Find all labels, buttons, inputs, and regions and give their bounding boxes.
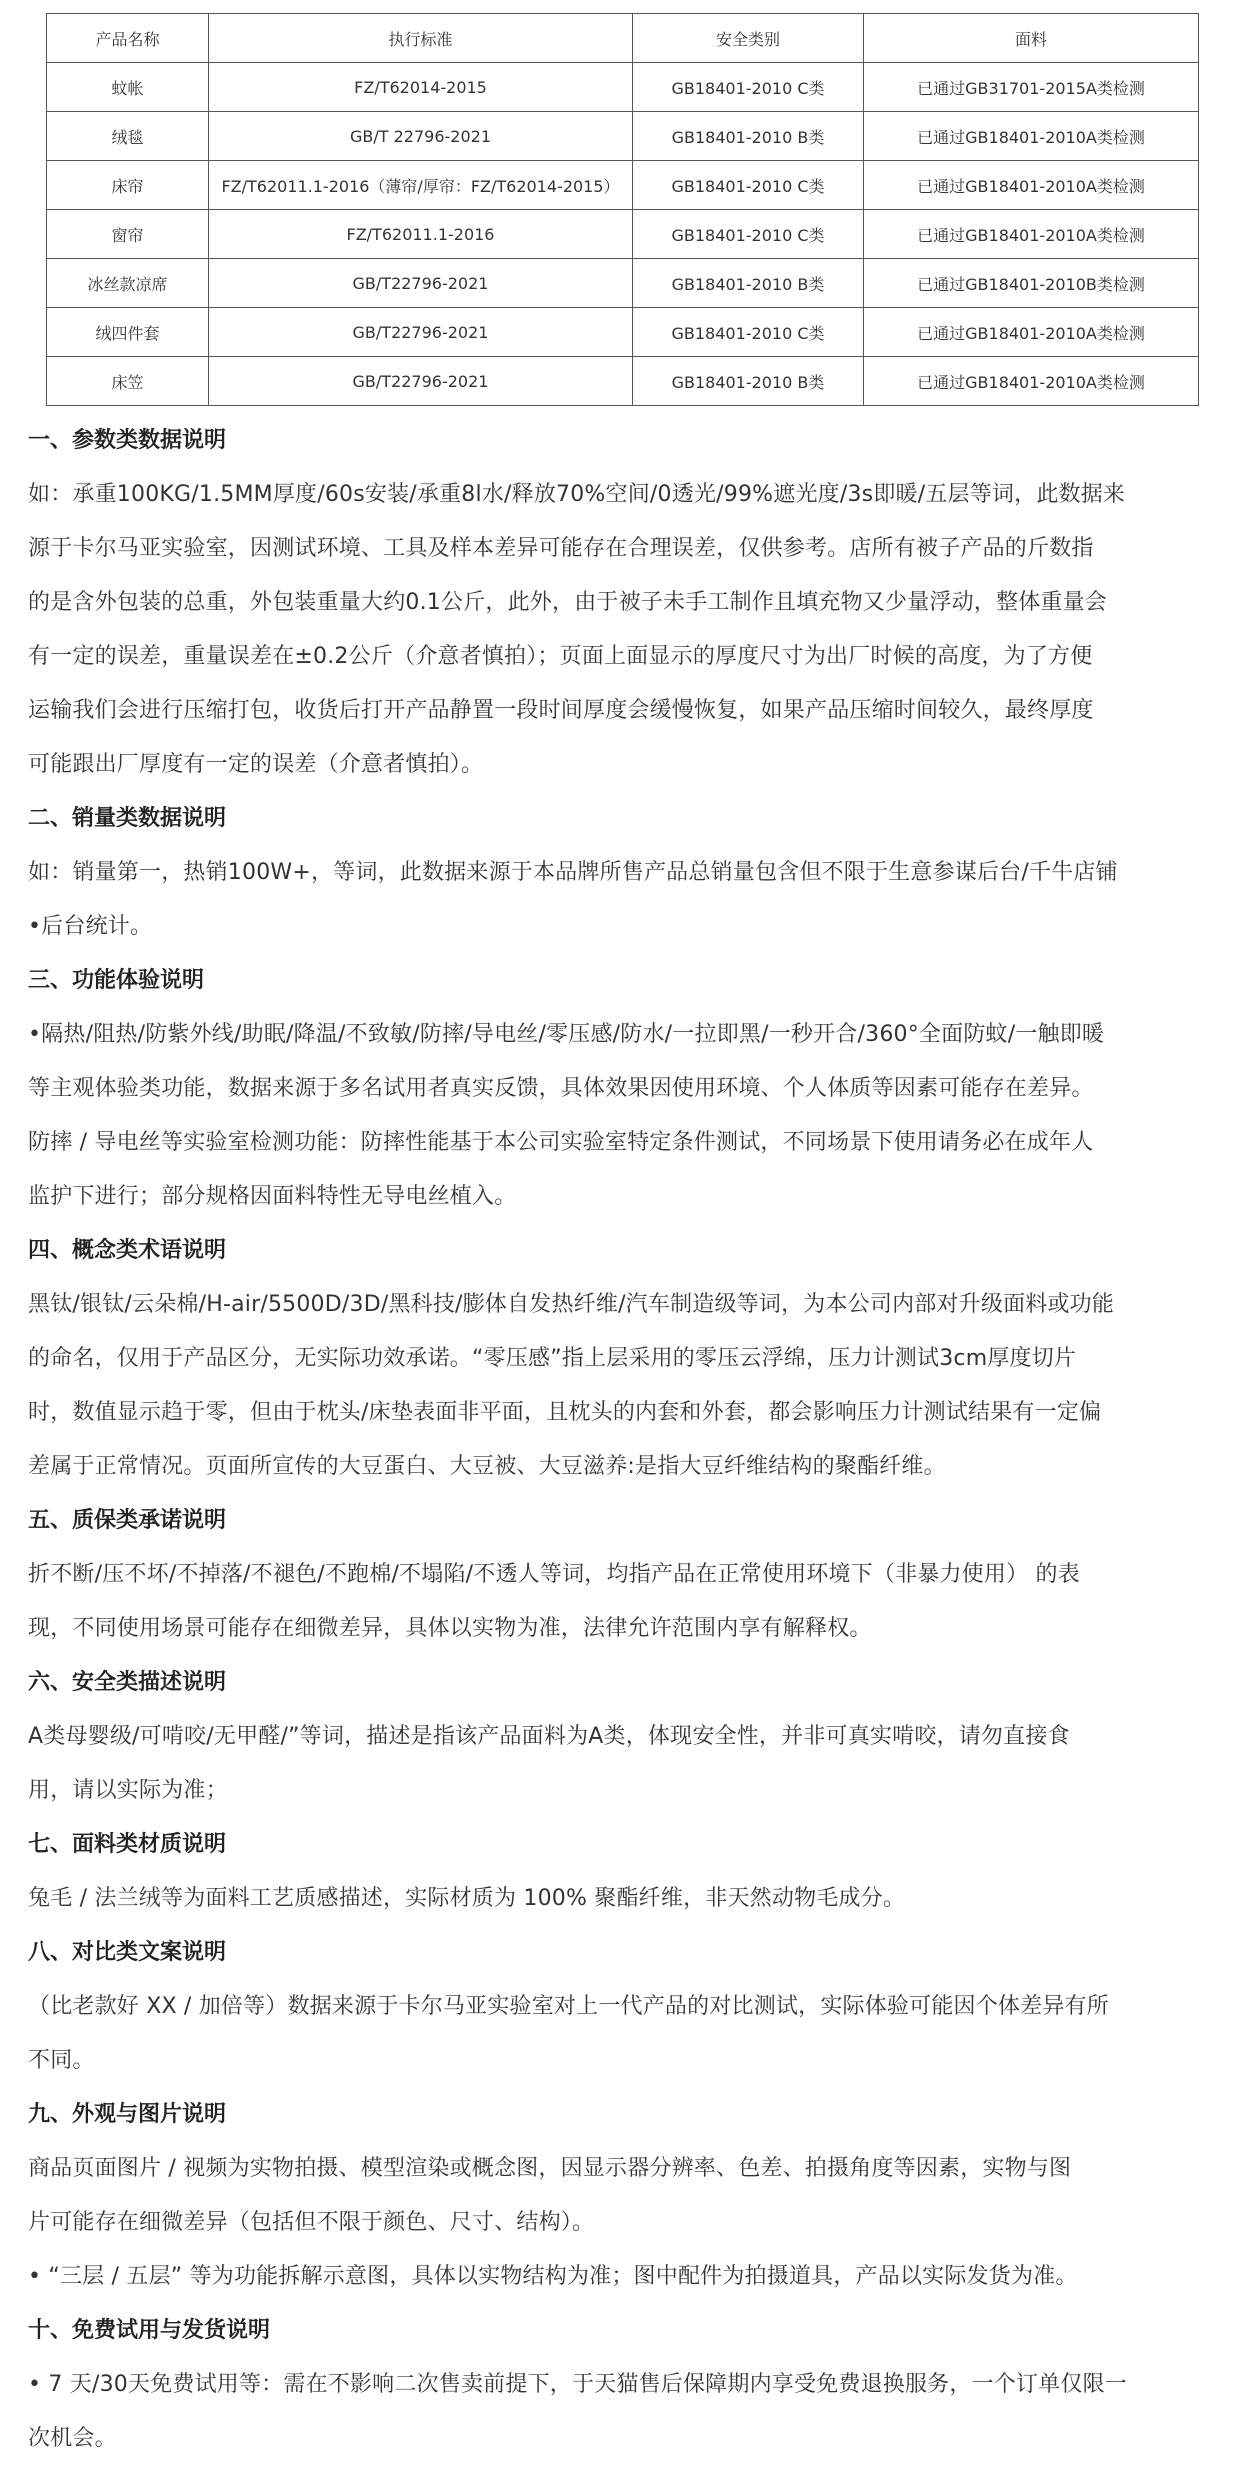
section-title: 九、外观与图片说明 [28,2102,227,2127]
section-line: • 7 天/30天免费试用等：需在不影响二次售卖前提下，于天猫售后保障期内享受免费退换服务，一个订单仅限一 [28,2372,1127,2397]
section-title: 六、安全类描述说明 [28,1670,227,1695]
table-cell: 床笠 [47,357,209,406]
table-cell: FZ/T62011.1-2016 [209,210,633,259]
header-fabric: 面料 [864,14,1199,63]
section-line: 次机会。 [28,2426,117,2451]
table-cell: GB18401-2010 B类 [633,259,864,308]
product-standards-table [46,13,1199,406]
section [28,2304,1224,2466]
table-cell: GB18401-2010 C类 [633,63,864,112]
section-line: 时，数值显示趋于零，但由于枕头/床垫表面非平面，且枕头的内套和外套，都会影响压力计测试结果有一定偏 [28,1400,1102,1425]
section-title: 八、对比类文案说明 [28,1940,227,1965]
table-cell: GB18401-2010 C类 [633,161,864,210]
table-cell: GB/T 22796-2021 [209,112,633,161]
table-row [47,112,1199,161]
section-line: 兔毛 / 法兰绒等为面料工艺质感描述，实际材质为 100% 聚酯纤维，非天然动物毛成分。 [28,1886,906,1911]
table-cell: 已通过GB18401-2010A类检测 [864,357,1199,406]
section-title: 三、功能体验说明 [28,968,205,993]
header-standard: 执行标准 [209,14,633,63]
table-cell: GB/T22796-2021 [209,357,633,406]
section-line: • “三层 / 五层” 等为功能拆解示意图，具体以实物结构为准；图中配件为拍摄道具，产品以实际发货为准。 [28,2264,1078,2289]
table-cell: 已通过GB18401-2010A类检测 [864,112,1199,161]
table-row [47,259,1199,308]
table-cell: GB18401-2010 C类 [633,210,864,259]
section-title: 四、概念类术语说明 [28,1238,227,1263]
table-cell: GB18401-2010 C类 [633,308,864,357]
section [28,1926,1224,2088]
section [28,1818,1224,1926]
section [28,954,1224,1224]
section-title: 十、免费试用与发货说明 [28,2318,271,2343]
table-cell: 已通过GB18401-2010A类检测 [864,161,1199,210]
section-line: 差属于正常情况。页面所宣传的大豆蛋白、大豆被、大豆滋养:是指大豆纤维结构的聚酯纤维。 [28,1454,946,1479]
table-row [47,357,1199,406]
header-product-name: 产品名称 [47,14,209,63]
table-cell: 床帘 [47,161,209,210]
section-line: 等主观体验类功能，数据来源于多名试用者真实反馈，具体效果因使用环境、个人体质等因素可能存在差异。 [28,1076,1094,1101]
section-line: 商品页面图片 / 视频为实物拍摄、模型渲染或概念图，因显示器分辨率、色差、拍摄角度等因素，实物与图 [28,2156,1072,2181]
table-cell: 已通过GB31701-2015A类检测 [864,63,1199,112]
section-line: A类母婴级/可啃咬/无甲醛/”等词，描述是指该产品面料为A类，体现安全性，并非可真实啃咬，请勿直接食 [28,1724,1070,1749]
section-line: 的是含外包装的总重，外包装重量大约0.1公斤，此外，由于被子未手工制作且填充物又少量浮动，整体重量会 [28,590,1107,615]
table-row [47,161,1199,210]
section-title: 五、质保类承诺说明 [28,1508,227,1533]
section-line: 运输我们会进行压缩打包，收货后打开产品静置一段时间厚度会缓慢恢复，如果产品压缩时间较久，最终厚度 [28,698,1094,723]
table-cell: GB/T22796-2021 [209,259,633,308]
section-line: 源于卡尔马亚实验室，因测试环境、工具及样本差异可能存在合理误差，仅供参考。店所有被子产品的斤数指 [28,536,1094,561]
section-line: 监护下进行；部分规格因面料特性无导电丝植入。 [28,1184,517,1209]
section-line: •后台统计。 [28,914,153,939]
table-cell: 蚊帐 [47,63,209,112]
section-line: •隔热/阻热/防紫外线/助眠/降温/不致敏/防摔/导电丝/零压感/防水/一拉即黑/一秒开合/360°全面防蚊/一触即暖 [28,1022,1105,1047]
section-line: 的命名，仅用于产品区分，无实际功效承诺。“零压感”指上层采用的零压云浮绵，压力计测试3cm厚度切片 [28,1346,1077,1371]
section-title: 七、面料类材质说明 [28,1832,227,1857]
table-cell: 已通过GB18401-2010A类检测 [864,210,1199,259]
section-line: 用，请以实际为准； [28,1778,228,1803]
section-line: 可能跟出厂厚度有一定的误差（介意者慎拍）。 [28,752,484,777]
section-line: 折不断/压不坏/不掉落/不褪色/不跑棉/不塌陷/不透人等词，均指产品在正常使用环境下（非暴力使用） 的表 [28,1562,1080,1587]
table-cell: GB18401-2010 B类 [633,357,864,406]
section [28,1494,1224,1656]
section [28,1224,1224,1494]
table-body [47,63,1199,406]
section [28,414,1224,792]
table-row [47,63,1199,112]
section-title: 二、销量类数据说明 [28,806,227,831]
section [28,1656,1224,1818]
table-cell: FZ/T62011.1-2016（薄帘/厚帘：FZ/T62014-2015） [209,161,633,210]
table-cell: 绒毯 [47,112,209,161]
table-header-row [47,14,1199,63]
section-line: 黑钛/银钛/云朵棉/H-air/5500D/3D/黑科技/膨体自发热纤维/汽车制造级等词，为本公司内部对升级面料或功能 [28,1292,1115,1317]
section [28,2088,1224,2304]
section-line: 有一定的误差，重量误差在±0.2公斤（介意者慎拍）；页面上面显示的厚度尺寸为出厂时候的高度，为了方便 [28,644,1093,669]
table-cell: GB18401-2010 B类 [633,112,864,161]
section-line: （比老款好 XX / 加倍等）数据来源于卡尔马亚实验室对上一代产品的对比测试，实际体验可能因个体差异有所 [28,1994,1109,2019]
section-line: 如：销量第一，热销100W+，等词，此数据来源于本品牌所售产品总销量包含但不限于生意参谋后台/千牛店铺 [28,860,1118,885]
section-line: 片可能存在细微差异（包括但不限于颜色、尺寸、结构）。 [28,2210,595,2235]
table-row [47,308,1199,357]
table-cell: 已通过GB18401-2010A类检测 [864,308,1199,357]
section-title: 一、参数类数据说明 [28,428,227,453]
section-line: 如：承重100KG/1.5MM厚度/60s安装/承重8l水/释放70%空间/0透光/99%遮光度/3s即暖/五层等词，此数据来 [28,482,1126,507]
section-line: 不同。 [28,2048,95,2073]
table-cell: GB/T22796-2021 [209,308,633,357]
header-safety-class: 安全类别 [633,14,864,63]
explanation-sections [28,414,1224,2466]
section-line: 现，不同使用场景可能存在细微差异，具体以实物为准，法律允许范围内享有解释权。 [28,1616,872,1641]
table-row [47,210,1199,259]
table-cell: 冰丝款凉席 [47,259,209,308]
table-cell: 绒四件套 [47,308,209,357]
table-cell: 已通过GB18401-2010B类检测 [864,259,1199,308]
section [28,792,1224,954]
section-line: 防摔 / 导电丝等实验室检测功能：防摔性能基于本公司实验室特定条件测试，不同场景下使用请务必在成年人 [28,1130,1094,1155]
table-cell: FZ/T62014-2015 [209,63,633,112]
table-cell: 窗帘 [47,210,209,259]
